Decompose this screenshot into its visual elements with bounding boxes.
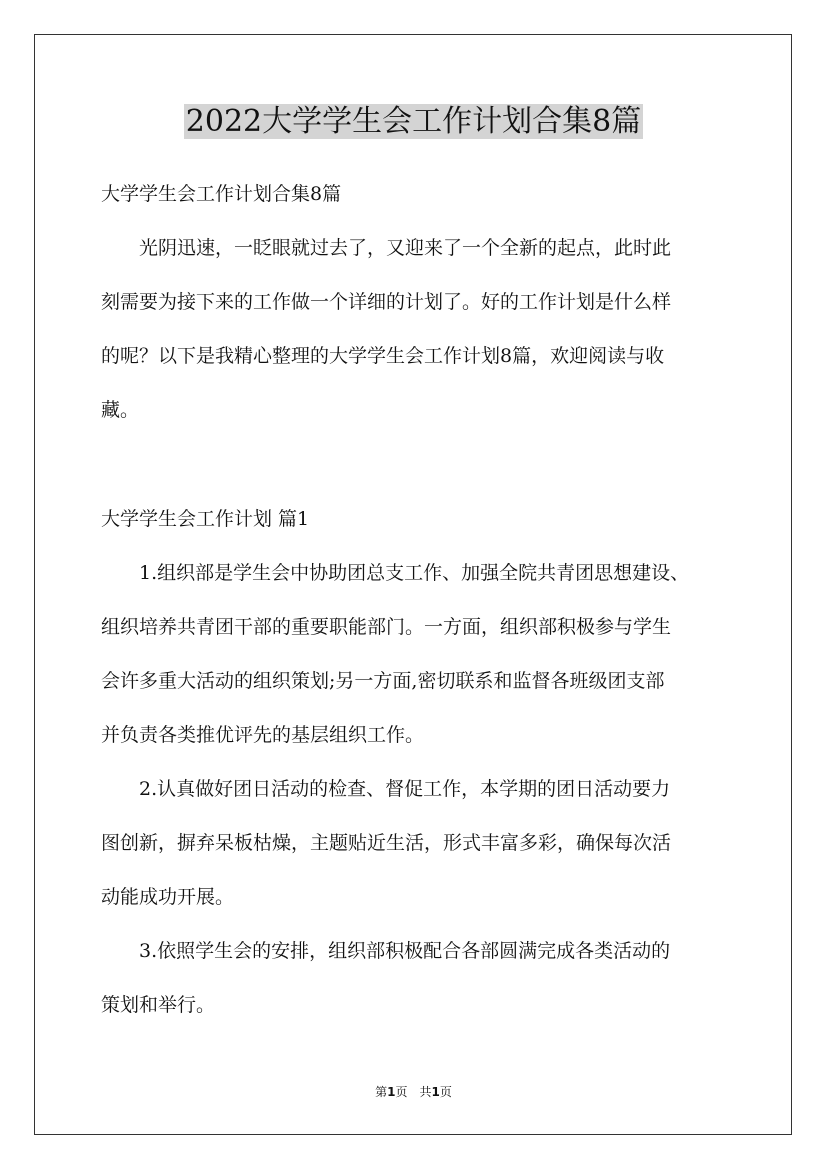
title-text: 2022大学学生会工作计划合集8篇	[185, 104, 642, 139]
para1-line-4: 并负责各类推优评先的基层组织工作。	[101, 724, 425, 746]
para2-line-3: 动能成功开展。	[101, 886, 235, 908]
para1-line-3: 会许多重大活动的组织策划;另一方面,密切联系和监督各班级团支部	[101, 670, 665, 692]
para2-line-2: 图创新，摒弃呆板枯燥，主题贴近生活，形式丰富多彩，确保每次活	[101, 832, 672, 854]
intro-line-3: 的呢？以下是我精心整理的大学学生会工作计划8篇，欢迎阅读与收	[101, 345, 665, 367]
intro-line-4: 藏。	[101, 399, 140, 421]
para2-line-1: 2.认真做好团日活动的检查、督促工作，本学期的团日活动要力	[101, 778, 671, 800]
section-heading: 大学学生会工作计划 篇1	[101, 508, 310, 530]
para1-line-2: 组织培养共青团干部的重要职能部门。一方面，组织部积极参与学生	[101, 616, 672, 638]
footer-mid: 页 共	[395, 1085, 432, 1099]
footer-suffix: 页	[439, 1085, 452, 1099]
document-title	[0, 100, 827, 144]
para3-line-2: 策划和举行。	[101, 994, 216, 1016]
footer-prefix: 第	[375, 1085, 388, 1099]
subtitle-line: 大学学生会工作计划合集8篇	[101, 183, 342, 205]
para3-line-1: 3.依照学生会的安排，组织部积极配合各部圆满完成各类活动的	[101, 940, 671, 962]
footer-page-total: 1	[431, 1085, 440, 1099]
intro-line-1: 光阴迅速，一眨眼就过去了，又迎来了一个全新的起点，此时此	[101, 237, 672, 259]
page-footer	[0, 1084, 827, 1100]
footer-page-number: 1	[387, 1085, 396, 1099]
intro-line-2: 刻需要为接下来的工作做一个详细的计划了。好的工作计划是什么样	[101, 291, 672, 313]
para1-line-1: 1.组织部是学生会中协助团总支工作、加强全院共青团思想建设、	[101, 562, 690, 584]
